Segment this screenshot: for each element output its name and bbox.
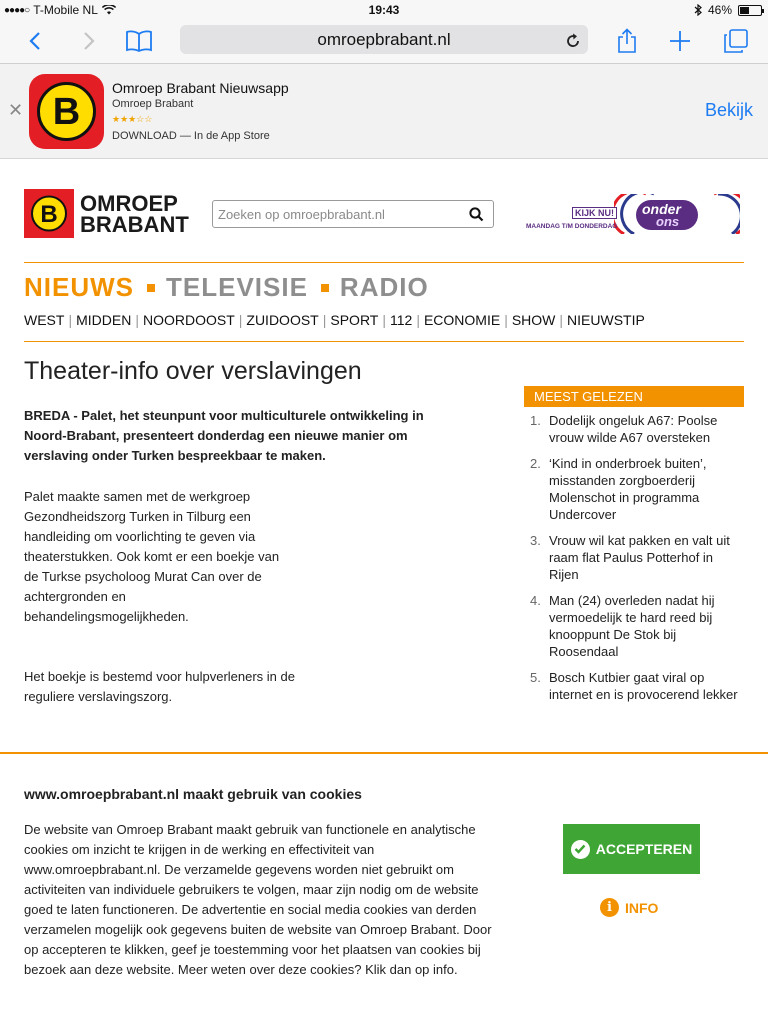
bluetooth-icon bbox=[694, 4, 702, 16]
section-separator bbox=[321, 284, 329, 292]
region-nav-item[interactable]: ECONOMIE bbox=[423, 312, 501, 328]
most-read-number: 2. bbox=[530, 456, 541, 471]
status-right bbox=[694, 3, 762, 17]
app-icon[interactable] bbox=[29, 74, 104, 149]
app-banner bbox=[0, 64, 768, 159]
share-icon[interactable] bbox=[612, 26, 642, 56]
header-divider bbox=[24, 262, 744, 263]
status-time: 19:43 bbox=[368, 3, 400, 17]
most-read-list bbox=[524, 412, 744, 703]
nav-divider bbox=[24, 341, 744, 342]
app-rating bbox=[112, 114, 152, 125]
url-text: omroepbrabant.nl bbox=[317, 30, 451, 49]
star-filled-icon: ★ bbox=[112, 114, 121, 124]
most-read-number: 1. bbox=[530, 413, 541, 428]
article-title: Theater-info over verslavingen bbox=[24, 357, 362, 385]
region-nav-item[interactable]: NIEUWSTIP bbox=[567, 312, 645, 328]
region-nav-item[interactable]: NOORDOOST bbox=[142, 312, 235, 328]
carrier-label: T-Mobile NL bbox=[33, 3, 98, 17]
most-read-item[interactable] bbox=[524, 455, 744, 523]
most-read-number: 5. bbox=[530, 670, 541, 685]
region-nav bbox=[24, 312, 649, 328]
forward-icon[interactable] bbox=[74, 26, 104, 56]
ad-brand-logo bbox=[636, 200, 698, 230]
ad-brand-bottom: ons bbox=[656, 214, 680, 229]
close-icon[interactable]: ✕ bbox=[8, 100, 24, 120]
star-empty-icon: ☆ bbox=[136, 114, 145, 124]
section-nav bbox=[24, 272, 429, 303]
star-empty-icon: ☆ bbox=[144, 114, 153, 124]
cookie-info-link[interactable] bbox=[600, 898, 658, 917]
browser-toolbar bbox=[0, 20, 768, 64]
app-name: Omroep Brabant Nieuwsapp bbox=[112, 80, 289, 96]
cookie-title: www.omroepbrabant.nl maakt gebruik van cookies bbox=[24, 786, 362, 802]
most-read-heading: MEEST GELEZEN bbox=[524, 386, 744, 407]
reload-icon[interactable] bbox=[566, 25, 580, 54]
most-read-item[interactable] bbox=[524, 592, 744, 660]
most-read-number: 3. bbox=[530, 533, 541, 548]
nav-separator: | bbox=[322, 312, 327, 328]
ad-badge: KIJK NU! bbox=[572, 207, 617, 219]
app-publisher: Omroep Brabant bbox=[112, 98, 194, 110]
region-nav-item[interactable]: SHOW bbox=[511, 312, 556, 328]
cookie-panel bbox=[0, 754, 768, 1024]
star-filled-icon: ★ bbox=[120, 114, 129, 124]
svg-text:B: B bbox=[40, 201, 58, 228]
battery-percent: 46% bbox=[707, 3, 732, 17]
status-bar bbox=[0, 0, 768, 20]
article-paragraph: Het boekje is bestemd voor hulpverleners in de reguliere verslavingszorg. bbox=[24, 669, 295, 704]
checkmark-icon bbox=[571, 840, 590, 859]
most-read-number: 4. bbox=[530, 593, 541, 608]
app-store-label: DOWNLOAD — In de App Store bbox=[112, 130, 270, 142]
most-read-item[interactable] bbox=[524, 412, 744, 446]
site-logo[interactable] bbox=[24, 189, 189, 238]
region-nav-item[interactable]: WEST bbox=[24, 312, 65, 328]
most-read-text: Man (24) overleden nadat hij vermoedelijk te hard reed bij knooppunt De Stok bij Roosendaal bbox=[549, 593, 715, 659]
view-app-button[interactable]: Bekijk bbox=[704, 100, 753, 120]
accept-cookies-button[interactable] bbox=[563, 824, 700, 874]
nav-separator: | bbox=[382, 312, 386, 328]
logo-line-2: BRABANT bbox=[80, 211, 189, 237]
most-read-item[interactable] bbox=[524, 669, 744, 703]
most-read-text: Dodelijk ongeluk A67: Poolse vrouw wilde A67 oversteken bbox=[549, 413, 718, 445]
most-read-item[interactable] bbox=[524, 532, 744, 583]
region-nav-item[interactable]: SPORT bbox=[330, 312, 379, 328]
section-radio[interactable]: RADIO bbox=[339, 272, 429, 302]
most-read-text: Vrouw wil kat pakken en valt uit raam flat Paulus Potterhof in Rijen bbox=[549, 533, 730, 582]
region-nav-item[interactable]: MIDDEN bbox=[76, 312, 132, 328]
most-read-text: Bosch Kutbier gaat viral op internet en is provocerend lekker bbox=[549, 670, 738, 702]
bookmarks-icon[interactable] bbox=[124, 26, 154, 56]
tabs-icon[interactable] bbox=[721, 26, 751, 56]
accept-label: ACCEPTEREN bbox=[595, 841, 693, 857]
search-box bbox=[212, 200, 494, 228]
nav-separator: | bbox=[504, 312, 508, 328]
info-icon: i bbox=[600, 898, 619, 917]
info-label: INFO bbox=[625, 899, 659, 916]
ad-brand-top: onder bbox=[642, 201, 681, 217]
logo-line-1: OMROEP bbox=[80, 190, 178, 216]
most-read-text: ‘Kind in onderbroek buiten’, misstanden zorgboerderij Molenschot in programma Undercover bbox=[549, 456, 707, 522]
nav-separator: | bbox=[135, 312, 139, 328]
article-lead: BREDA - Palet, het steunpunt voor multiculturele ontwikkeling in Noord-Brabant, presenteert donderdag een nieuwe manier om verslaving onder Turken bespreekbaar te maken. bbox=[24, 408, 424, 463]
svg-text:B: B bbox=[52, 91, 81, 133]
section-televisie[interactable]: TELEVISIE bbox=[166, 272, 308, 302]
search-input[interactable] bbox=[218, 205, 458, 223]
cookie-text: De website van Omroep Brabant maakt gebruik van functionele en analytische cookies om inzicht te krijgen in de werking en effectiviteit van www.omroepbrabant.nl. De verzamelde gegevens worden niet gebruikt om activiteiten van individuele gebruikers te volgen, maar zijn nodig om de website goed te laten functioneren. De advertentie en social media cookies van derden verzamelen mogelijk ook gegevens buiten de website van Omroep Brabant. Door op accepteren te klikken, geef je toestemming voor het plaatsen van cookies bij bezoek aan deze website. Meer weten over deze cookies? Klik dan op info. bbox=[24, 822, 492, 977]
article-paragraph: Palet maakte samen met de werkgroep Gezondheidszorg Turken in Tilburg een handleiding om voorlichting te geven via theaterstukken. Ook komt er een boekje van de Turkse psycholoog Murat Can over de achtergronden en behandelingsmogelijkheden. bbox=[24, 489, 280, 624]
logo-text bbox=[80, 190, 189, 237]
battery-icon bbox=[738, 5, 762, 16]
nav-separator: | bbox=[416, 312, 420, 328]
back-icon[interactable] bbox=[20, 26, 50, 56]
nav-separator: | bbox=[559, 312, 564, 328]
section-separator bbox=[147, 284, 155, 292]
address-bar[interactable] bbox=[180, 25, 588, 54]
signal-strength-icon: ●●●●○ bbox=[4, 4, 30, 16]
nav-separator: | bbox=[68, 312, 73, 328]
new-tab-icon[interactable] bbox=[665, 26, 695, 56]
star-filled-icon: ★ bbox=[128, 114, 137, 124]
logo-mark-icon bbox=[24, 189, 74, 238]
advertisement-banner[interactable] bbox=[524, 194, 740, 234]
ad-schedule: MAANDAG T/M DONDERDAG bbox=[526, 223, 618, 230]
nav-separator: | bbox=[238, 312, 243, 328]
region-nav-item[interactable]: 112 bbox=[390, 312, 413, 328]
region-nav-item[interactable]: ZUIDOOST bbox=[246, 312, 319, 328]
section-nieuws[interactable]: NIEUWS bbox=[24, 272, 134, 302]
search-icon[interactable] bbox=[469, 207, 484, 227]
